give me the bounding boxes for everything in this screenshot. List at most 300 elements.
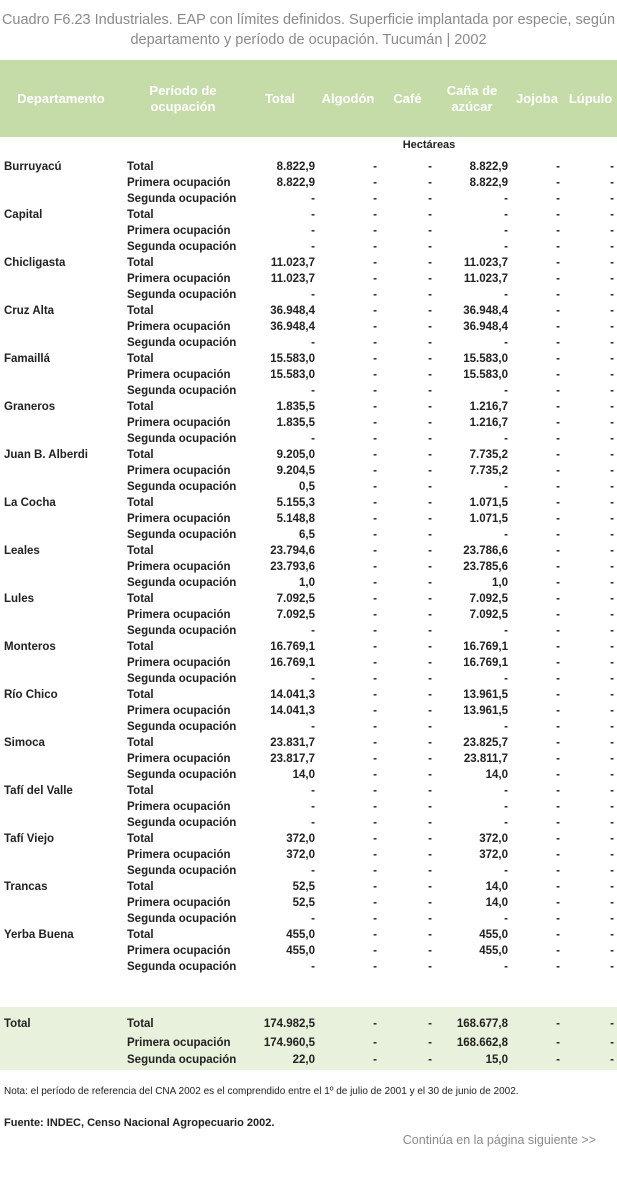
table-row (0, 640, 617, 656)
table-row (0, 688, 617, 704)
cafe-cell: - (428, 593, 432, 605)
jojoba-cell: - (556, 193, 560, 205)
total-cell: 16.769,1 (270, 641, 315, 653)
period-cell: Total (127, 641, 154, 653)
total-cell: - (311, 817, 315, 829)
cana-cell: - (504, 961, 508, 973)
total-cell: 9.204,5 (276, 465, 315, 477)
department-cell: Juan B. Alberdi (4, 449, 88, 461)
table-row (0, 800, 617, 816)
department-cell: Simoca (4, 737, 45, 749)
cafe-cell: - (428, 241, 432, 253)
total-cell: - (311, 625, 315, 637)
jojoba-cell: - (556, 353, 560, 365)
total-cell: - (311, 721, 315, 733)
algodon-cell: - (373, 1037, 377, 1049)
period-cell: Primera ocupación (127, 321, 231, 333)
cafe-cell: - (428, 897, 432, 909)
header-jojoba: Jojoba (516, 90, 558, 106)
period-cell: Total (127, 881, 154, 893)
cafe-cell: - (428, 705, 432, 717)
cana-cell: 11.023,7 (463, 257, 508, 269)
cana-cell: - (504, 673, 508, 685)
jojoba-cell: - (556, 833, 560, 845)
lupulo-cell: - (610, 369, 614, 381)
algodon-cell: - (373, 913, 377, 925)
header-cafe: Café (393, 90, 422, 106)
department-cell: Yerba Buena (4, 929, 74, 941)
jojoba-cell: - (556, 177, 560, 189)
table-row (0, 464, 617, 480)
table-row (0, 784, 617, 800)
period-cell: Segunda ocupación (127, 865, 237, 877)
cafe-cell: - (428, 481, 432, 493)
table-row (0, 944, 617, 960)
jojoba-cell: - (556, 465, 560, 477)
algodon-cell: - (373, 1018, 377, 1030)
table-row (0, 240, 617, 256)
cafe-cell: - (428, 545, 432, 557)
jojoba-cell: - (556, 881, 560, 893)
department-cell: Burruyacú (4, 161, 62, 173)
jojoba-cell: - (556, 577, 560, 589)
table-row (0, 816, 617, 832)
total-cell: 23.793,6 (270, 561, 315, 573)
total-cell: 23.817,7 (270, 753, 315, 765)
cafe-cell: - (428, 769, 432, 781)
table-row (0, 272, 617, 288)
table-row (0, 256, 617, 272)
jojoba-cell: - (556, 705, 560, 717)
period-cell: Total (127, 737, 154, 749)
lupulo-cell: - (610, 593, 614, 605)
header-total: Total (264, 90, 296, 106)
lupulo-cell: - (610, 657, 614, 669)
algodon-cell: - (373, 513, 377, 525)
period-cell: Segunda ocupación (127, 817, 237, 829)
cana-cell: - (504, 289, 508, 301)
period-cell: Segunda ocupación (127, 913, 237, 925)
jojoba-cell: - (556, 625, 560, 637)
jojoba-cell: - (556, 385, 560, 397)
cana-cell: - (504, 529, 508, 541)
lupulo-cell: - (610, 177, 614, 189)
total-cell: 23.831,7 (270, 737, 315, 749)
total-cell: 36.948,4 (270, 321, 315, 333)
lupulo-cell: - (610, 609, 614, 621)
cana-cell: 13.961,5 (463, 705, 508, 717)
jojoba-cell: - (556, 289, 560, 301)
cafe-cell: - (428, 273, 432, 285)
period-cell: Segunda ocupación (127, 673, 237, 685)
period-cell: Segunda ocupación (127, 529, 237, 541)
lupulo-cell: - (610, 433, 614, 445)
cafe-cell: - (428, 161, 432, 173)
total-cell: 23.794,6 (270, 545, 315, 557)
period-cell: Segunda ocupación (127, 337, 237, 349)
lupulo-cell: - (610, 961, 614, 973)
total-cell: - (311, 209, 315, 221)
total-cell: - (311, 913, 315, 925)
jojoba-cell: - (556, 337, 560, 349)
total-cell: - (311, 673, 315, 685)
cana-cell: 16.769,1 (463, 641, 508, 653)
period-cell: Total (127, 689, 154, 701)
total-cell: - (311, 225, 315, 237)
total-cell: 15.583,0 (270, 369, 315, 381)
algodon-cell: - (373, 593, 377, 605)
period-cell: Segunda ocupación (127, 385, 237, 397)
header-algodon: Algodón (321, 90, 375, 106)
table-row (0, 880, 617, 896)
jojoba-cell: - (556, 961, 560, 973)
total-cell: 16.769,1 (270, 657, 315, 669)
total-cell: 22,0 (292, 1054, 315, 1066)
department-cell: Leales (4, 545, 40, 557)
table-row (0, 448, 617, 464)
jojoba-cell: - (556, 1054, 560, 1066)
cafe-cell: - (428, 657, 432, 669)
algodon-cell: - (373, 753, 377, 765)
note-text: Nota: el período de referencia del CNA 2002 es el comprendido entre el 1º de julio de 2001 y el 30 de junio de 2002. (4, 1086, 519, 1097)
jojoba-cell: - (556, 257, 560, 269)
period-cell: Primera ocupación (127, 897, 231, 909)
cana-cell: - (504, 209, 508, 221)
jojoba-cell: - (556, 593, 560, 605)
cana-cell: 372,0 (479, 849, 508, 861)
table-row (0, 336, 617, 352)
jojoba-cell: - (556, 481, 560, 493)
algodon-cell: - (373, 801, 377, 813)
table-row (0, 352, 617, 368)
algodon-cell: - (373, 449, 377, 461)
cana-cell: 23.785,6 (463, 561, 508, 573)
cana-cell: - (504, 913, 508, 925)
period-cell: Primera ocupación (127, 945, 231, 957)
cana-cell: 7.735,2 (469, 465, 508, 477)
cafe-cell: - (428, 369, 432, 381)
summary-row (0, 1053, 617, 1069)
cafe-cell: - (428, 193, 432, 205)
algodon-cell: - (373, 529, 377, 541)
algodon-cell: - (373, 961, 377, 973)
department-cell: Río Chico (4, 689, 58, 701)
algodon-cell: - (373, 689, 377, 701)
table-row (0, 864, 617, 880)
lupulo-cell: - (610, 929, 614, 941)
total-cell: - (311, 289, 315, 301)
lupulo-cell: - (610, 753, 614, 765)
cafe-cell: - (428, 401, 432, 413)
algodon-cell: - (373, 881, 377, 893)
cana-cell: 168.677,8 (456, 1018, 508, 1030)
cafe-cell: - (428, 1054, 432, 1066)
cafe-cell: - (428, 497, 432, 509)
table-row (0, 848, 617, 864)
period-cell: Total (127, 545, 154, 557)
jojoba-cell: - (556, 657, 560, 669)
lupulo-cell: - (610, 353, 614, 365)
algodon-cell: - (373, 465, 377, 477)
period-cell: Total (127, 353, 154, 365)
cafe-cell: - (428, 737, 432, 749)
cana-cell: 23.825,7 (463, 737, 508, 749)
table-row (0, 752, 617, 768)
source-text: Fuente: INDEC, Censo Nacional Agropecuario 2002. (4, 1117, 275, 1129)
cana-cell: 8.822,9 (469, 177, 508, 189)
cana-cell: 14,0 (485, 897, 508, 909)
algodon-cell: - (373, 721, 377, 733)
cafe-cell: - (428, 673, 432, 685)
period-cell: Total (127, 161, 154, 173)
cana-cell: - (504, 817, 508, 829)
total-cell: - (311, 241, 315, 253)
table-row (0, 576, 617, 592)
cana-cell: 372,0 (479, 833, 508, 845)
total-cell: 14.041,3 (270, 689, 315, 701)
algodon-cell: - (373, 769, 377, 781)
total-cell: - (311, 961, 315, 973)
period-cell: Primera ocupación (127, 609, 231, 621)
cana-cell: 36.948,4 (463, 305, 508, 317)
cana-cell: 455,0 (479, 945, 508, 957)
cana-cell: 7.735,2 (469, 449, 508, 461)
cafe-cell: - (428, 1037, 432, 1049)
header-departamento: Departamento (17, 90, 105, 106)
department-cell: Monteros (4, 641, 56, 653)
cana-cell: 16.769,1 (463, 657, 508, 669)
cafe-cell: - (428, 721, 432, 733)
algodon-cell: - (373, 833, 377, 845)
period-cell: Total (127, 929, 154, 941)
period-cell: Total (127, 785, 154, 797)
lupulo-cell: - (610, 865, 614, 877)
lupulo-cell: - (610, 689, 614, 701)
table-row (0, 224, 617, 240)
department-cell: Cruz Alta (4, 305, 55, 317)
total-cell: 174.960,5 (263, 1037, 315, 1049)
jojoba-cell: - (556, 401, 560, 413)
jojoba-cell: - (556, 913, 560, 925)
total-cell: - (311, 785, 315, 797)
period-cell: Total (127, 401, 154, 413)
cana-cell: - (504, 241, 508, 253)
cana-cell: - (504, 721, 508, 733)
header-periodo: Período de ocupación (149, 82, 217, 114)
algodon-cell: - (373, 497, 377, 509)
jojoba-cell: - (556, 1037, 560, 1049)
table-row (0, 592, 617, 608)
jojoba-cell: - (556, 817, 560, 829)
total-cell: 5.155,3 (276, 497, 315, 509)
cana-cell: 15,0 (485, 1054, 508, 1066)
algodon-cell: - (373, 545, 377, 557)
cafe-cell: - (428, 625, 432, 637)
jojoba-cell: - (556, 305, 560, 317)
algodon-cell: - (373, 577, 377, 589)
total-cell: - (311, 337, 315, 349)
table-row (0, 400, 617, 416)
lupulo-cell: - (610, 721, 614, 733)
total-cell: 1,0 (299, 577, 315, 589)
total-cell: - (311, 433, 315, 445)
table-row (0, 416, 617, 432)
cafe-cell: - (428, 433, 432, 445)
jojoba-cell: - (556, 737, 560, 749)
period-cell: Primera ocupación (127, 849, 231, 861)
jojoba-cell: - (556, 161, 560, 173)
lupulo-cell: - (610, 161, 614, 173)
lupulo-cell: - (610, 289, 614, 301)
total-cell: 372,0 (286, 849, 315, 861)
algodon-cell: - (373, 161, 377, 173)
lupulo-cell: - (610, 465, 614, 477)
algodon-cell: - (373, 673, 377, 685)
lupulo-cell: - (610, 577, 614, 589)
algodon-cell: - (373, 289, 377, 301)
lupulo-cell: - (610, 209, 614, 221)
algodon-cell: - (373, 273, 377, 285)
cana-cell: - (504, 801, 508, 813)
cana-cell: - (504, 225, 508, 237)
total-cell: 14.041,3 (270, 705, 315, 717)
period-cell: Primera ocupación (127, 369, 231, 381)
algodon-cell: - (373, 321, 377, 333)
period-cell: Primera ocupación (127, 1037, 231, 1049)
lupulo-cell: - (610, 625, 614, 637)
algodon-cell: - (373, 865, 377, 877)
period-cell: Primera ocupación (127, 753, 231, 765)
total-cell: 11.023,7 (270, 257, 315, 269)
department-cell: Tafí Viejo (4, 833, 55, 845)
period-cell: Primera ocupación (127, 561, 231, 573)
total-cell: 36.948,4 (270, 305, 315, 317)
lupulo-cell: - (610, 1054, 614, 1066)
department-cell: Total (4, 1018, 31, 1030)
period-cell: Primera ocupación (127, 225, 231, 237)
cana-cell: - (504, 337, 508, 349)
total-cell: - (311, 193, 315, 205)
lupulo-cell: - (610, 673, 614, 685)
algodon-cell: - (373, 417, 377, 429)
table-row (0, 560, 617, 576)
period-cell: Primera ocupación (127, 177, 231, 189)
cana-cell: 14,0 (485, 769, 508, 781)
total-cell: 11.023,7 (270, 273, 315, 285)
algodon-cell: - (373, 337, 377, 349)
algodon-cell: - (373, 817, 377, 829)
cafe-cell: - (428, 833, 432, 845)
lupulo-cell: - (610, 897, 614, 909)
cana-cell: 23.811,7 (463, 753, 508, 765)
cafe-cell: - (428, 449, 432, 461)
period-cell: Segunda ocupación (127, 433, 237, 445)
algodon-cell: - (373, 1054, 377, 1066)
algodon-cell: - (373, 657, 377, 669)
table-row (0, 720, 617, 736)
cafe-cell: - (428, 417, 432, 429)
table-title: Cuadro F6.23 Industriales. EAP con límites definidos. Superficie implantada por especie, según departamento y período de ocupación. Tucumán | 2002 (1, 12, 616, 48)
cafe-cell: - (428, 321, 432, 333)
jojoba-cell: - (556, 689, 560, 701)
header-cana: Caña de azúcar (446, 82, 498, 114)
jojoba-cell: - (556, 641, 560, 653)
period-cell: Primera ocupación (127, 705, 231, 717)
table-row (0, 432, 617, 448)
cana-cell: - (504, 433, 508, 445)
lupulo-cell: - (610, 257, 614, 269)
department-cell: Famaillá (4, 353, 51, 365)
cafe-cell: - (428, 945, 432, 957)
period-cell: Segunda ocupación (127, 193, 237, 205)
lupulo-cell: - (610, 913, 614, 925)
lupulo-cell: - (610, 849, 614, 861)
algodon-cell: - (373, 625, 377, 637)
cana-cell: 1.216,7 (469, 401, 508, 413)
total-cell: 455,0 (286, 945, 315, 957)
cafe-cell: - (428, 929, 432, 941)
continue-link[interactable]: Continúa en la página siguiente >> (402, 1133, 596, 1147)
table-row (0, 608, 617, 624)
jojoba-cell: - (556, 321, 560, 333)
total-cell: 7.092,5 (276, 593, 315, 605)
total-cell: 6,5 (299, 529, 315, 541)
jojoba-cell: - (556, 945, 560, 957)
period-cell: Total (127, 209, 154, 221)
table-row (0, 512, 617, 528)
algodon-cell: - (373, 241, 377, 253)
summary-block (0, 1007, 617, 1070)
cafe-cell: - (428, 1018, 432, 1030)
period-cell: Total (127, 1018, 154, 1030)
lupulo-cell: - (610, 241, 614, 253)
cana-cell: 11.023,7 (463, 273, 508, 285)
jojoba-cell: - (556, 209, 560, 221)
period-cell: Total (127, 497, 154, 509)
table-row (0, 496, 617, 512)
lupulo-cell: - (610, 641, 614, 653)
jojoba-cell: - (556, 929, 560, 941)
algodon-cell: - (373, 433, 377, 445)
cafe-cell: - (428, 849, 432, 861)
cafe-cell: - (428, 561, 432, 573)
cana-cell: 15.583,0 (463, 353, 508, 365)
algodon-cell: - (373, 929, 377, 941)
algodon-cell: - (373, 945, 377, 957)
cafe-cell: - (428, 465, 432, 477)
cafe-cell: - (428, 529, 432, 541)
algodon-cell: - (373, 225, 377, 237)
cana-cell: 1.071,5 (469, 497, 508, 509)
jojoba-cell: - (556, 865, 560, 877)
algodon-cell: - (373, 401, 377, 413)
period-cell: Segunda ocupación (127, 625, 237, 637)
total-cell: 52,5 (292, 881, 315, 893)
lupulo-cell: - (610, 401, 614, 413)
algodon-cell: - (373, 609, 377, 621)
period-cell: Total (127, 449, 154, 461)
cafe-cell: - (428, 289, 432, 301)
units-label: Hectáreas (402, 139, 456, 151)
lupulo-cell: - (610, 1018, 614, 1030)
jojoba-cell: - (556, 513, 560, 525)
table-row (0, 912, 617, 928)
total-cell: - (311, 385, 315, 397)
department-cell: Chicligasta (4, 257, 66, 269)
table-row (0, 160, 617, 176)
table-row (0, 480, 617, 496)
lupulo-cell: - (610, 945, 614, 957)
